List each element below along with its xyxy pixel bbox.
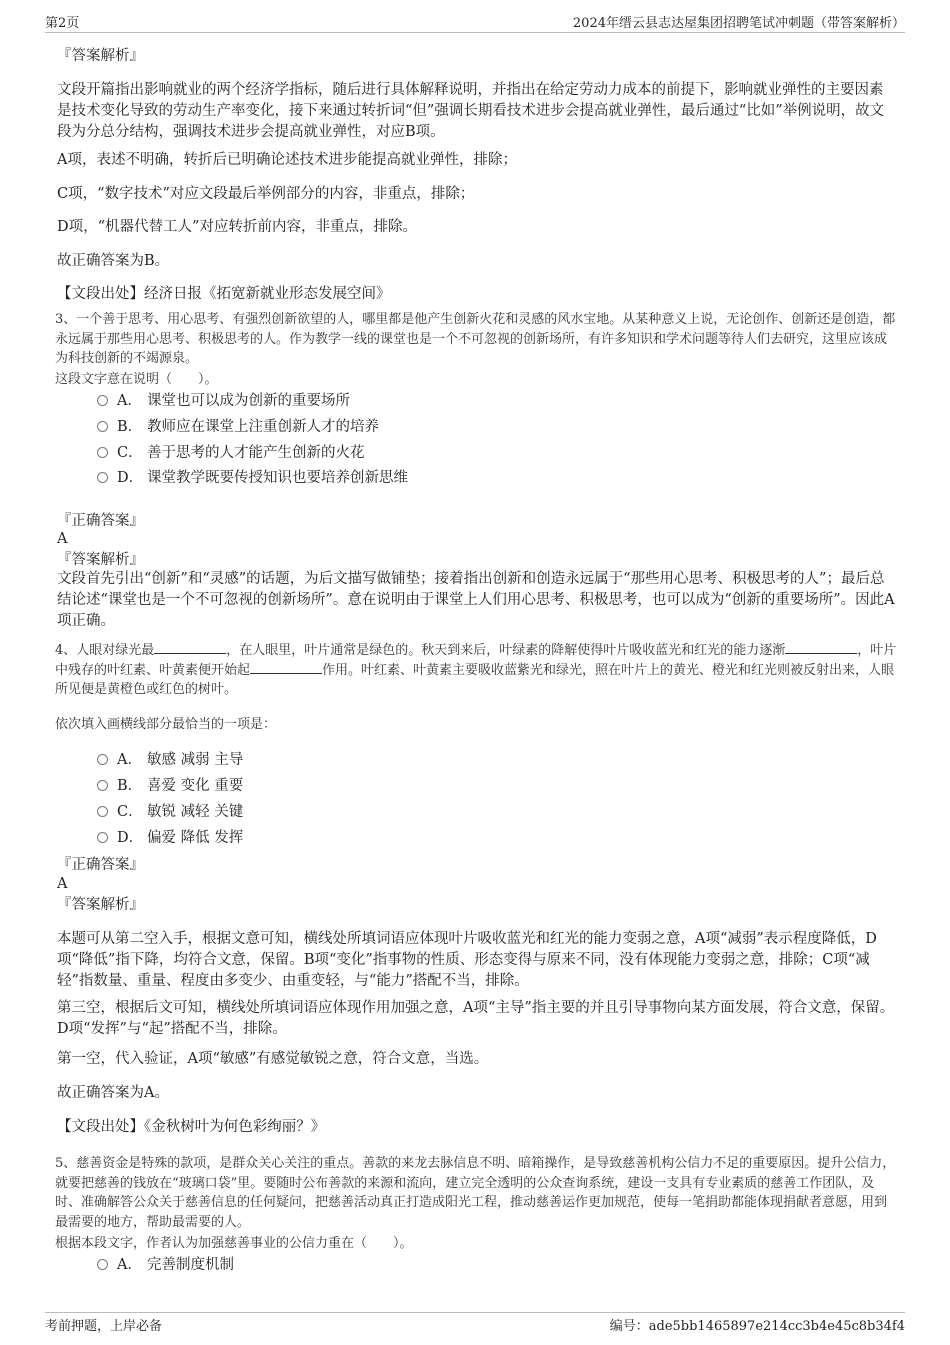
q3-answer-label: 『正确答案』 [57, 513, 144, 529]
q2-option-a-note: A项，表述不明确，转折后已明确论述技术进步能提高就业弹性，排除； [57, 152, 517, 168]
q4-option-c[interactable]: C． 敏锐 减轻 关键 [97, 801, 243, 823]
radio-icon[interactable] [97, 472, 108, 483]
page-header [45, 12, 905, 33]
q4-answer-label: 『正确答案』 [57, 857, 144, 873]
q3-question: 这段文字意在说明（ ）。 [55, 372, 218, 387]
fill-blank [154, 652, 226, 654]
radio-icon[interactable] [97, 447, 108, 458]
q2-option-d-note: D项，“机器代替工人”对应转折前内容，非重点，排除。 [57, 219, 417, 235]
q4-source: 【文段出处】《金秋树叶为何色彩绚丽？》 [57, 1119, 326, 1135]
radio-icon[interactable] [97, 1259, 108, 1270]
radio-icon[interactable] [97, 754, 108, 765]
footer-slogan: 考前押题，上岸必备 [45, 1319, 163, 1334]
radio-icon[interactable] [97, 806, 108, 817]
q4-analysis-3: 第一空，代入验证，A项“敏感”有感觉敏锐之意，符合文意，当选。 [57, 1051, 489, 1067]
q2-source: 【文段出处】经济日报《拓宽新就业形态发展空间》 [57, 286, 391, 302]
document-code: 编号：ade5bb1465897e214cc3b4e45c8b34f4 [609, 1319, 905, 1334]
q4-question: 依次填入画横线部分最恰当的一项是： [55, 717, 277, 732]
q3-stem: 3、一个善于思考、用心思考、有强烈创新欲望的人，哪里都是他产生创新火花和灵感的风水宝地。从某种意义上说，无论创作、创新还是创造，都永远属于那些用心思考、积极思考的人。作为教学一线的课堂也是一个不可忽视的创新场所，有许多知识和学术问题等待人们去研究，这里应该成为科技创新的不竭源泉。 [55, 312, 896, 366]
q4-option-d[interactable]: D． 偏爱 降低 发挥 [97, 827, 243, 849]
q4-analysis-label: 『答案解析』 [57, 897, 144, 913]
q2-conclusion: 故正确答案为B。 [57, 253, 170, 269]
q2-option-c-note: C项，“数字技术”对应文段最后举例部分的内容，非重点，排除； [57, 186, 475, 202]
q3-option-a[interactable]: A． 课堂也可以成为创新的重要场所 [97, 390, 350, 412]
q4-analysis-2: 第三空，根据后文可知，横线处所填词语应体现作用加强之意，A项“主导”指主要的并且引导事物向某方面发展，符合文意，保留。D项“发挥”与“起”搭配不当，排除。 [57, 1000, 895, 1037]
q5-stem: 5、慈善资金是特殊的款项，是群众关心关注的重点。善款的来龙去脉信息不明、暗箱操作，是导致慈善机构公信力不足的重要原因。提升公信力，就要把慈善的钱放在“玻璃口袋”里。要随时公布善款的来源和流向，建立完全透明的公众查询系统，建设一支具有专业素质的慈善工作团队，及时、准确解答公众关于慈善信息的任何疑问，把慈善活动真正打造成阳光工程，推动慈善运作更加规范，使每一笔捐助都能体现捐献者意愿，用到最需要的地方，帮助最需要的人。 [55, 1156, 896, 1230]
q4-analysis-1: 本题可从第二空入手，根据文意可知，横线处所填词语应体现叶片吸收蓝光和红光的能力变弱之意，A项“减弱”表示程度降低，D项“降低”指下降，均符合文意，保留。B项“变化”指事物的性质、形态变得与原来不同，没有体现能力变弱之意，排除；C项“减轻”指数量、重量、程度由多变少、由重变轻，与“能力”搭配不当，排除。 [57, 931, 877, 989]
q3-analysis: 文段首先引出“创新”和“灵感”的话题，为后文描写做铺垫；接着指出创新和创造永远属于“那些用心思考、积极思考的人”；最后总结论述“课堂也是一个不可忽视的创新场所”。意在说明由于课堂上人们用心思考、积极思考，也可以成为“创新的重要场所”。因此A项正确。 [57, 571, 895, 629]
q2-analysis: 文段开篇指出影响就业的两个经济学指标，随后进行具体解释说明，并指出在给定劳动力成本的前提下，影响就业弹性的主要因素是技术变化导致的劳动生产率变化，接下来通过转折词“但”强调长期看技术进步会提高就业弹性，最后通过“比如”举例说明，故文段为分总分结构，强调技术进步会提高就业弹性，对应B项。 [57, 82, 885, 140]
q4-conclusion: 故正确答案为A。 [57, 1085, 169, 1101]
document-title: 2024年缙云县志达屋集团招聘笔试冲刺题（带答案解析） [572, 16, 905, 31]
fill-blank [250, 672, 322, 674]
q4-answer: A [57, 876, 68, 892]
radio-icon[interactable] [97, 832, 108, 843]
q3-analysis-label: 『答案解析』 [57, 552, 144, 568]
fill-blank [785, 652, 857, 654]
q4-option-b[interactable]: B． 喜爱 变化 重要 [97, 775, 243, 797]
q3-option-d[interactable]: D． 课堂教学既要传授知识也要培养创新思维 [97, 467, 408, 489]
q3-option-b[interactable]: B． 教师应在课堂上注重创新人才的培养 [97, 416, 379, 438]
q3-option-c[interactable]: C． 善于思考的人才能产生创新的火花 [97, 442, 365, 464]
q4-option-a[interactable]: A． 敏感 减弱 主导 [97, 749, 243, 771]
q4-stem: 4、人眼对绿光最 ，在人眼里，叶片通常是绿色的。秋天到来后，叶绿素的降解使得叶片吸收蓝光和红光的能力逐渐 ，叶片中残存的叶红素、叶黄素便开始起 作用。叶红素、叶黄素主要吸收蓝紫光和绿光，照在叶片上的黄光、橙光和红光则被反射出来，人眼所见便是黄橙色或红色的树叶。 [55, 643, 897, 697]
page-number: 第2页 [45, 16, 80, 31]
q2-analysis-label: 『答案解析』 [57, 48, 144, 64]
q5-option-a[interactable]: A． 完善制度机制 [97, 1254, 234, 1276]
page-footer [45, 1312, 905, 1335]
radio-icon[interactable] [97, 421, 108, 432]
q3-answer: A [57, 531, 68, 547]
q5-question: 根据本段文字，作者认为加强慈善事业的公信力重在（ ）。 [55, 1236, 413, 1251]
radio-icon[interactable] [97, 395, 108, 406]
radio-icon[interactable] [97, 780, 108, 791]
